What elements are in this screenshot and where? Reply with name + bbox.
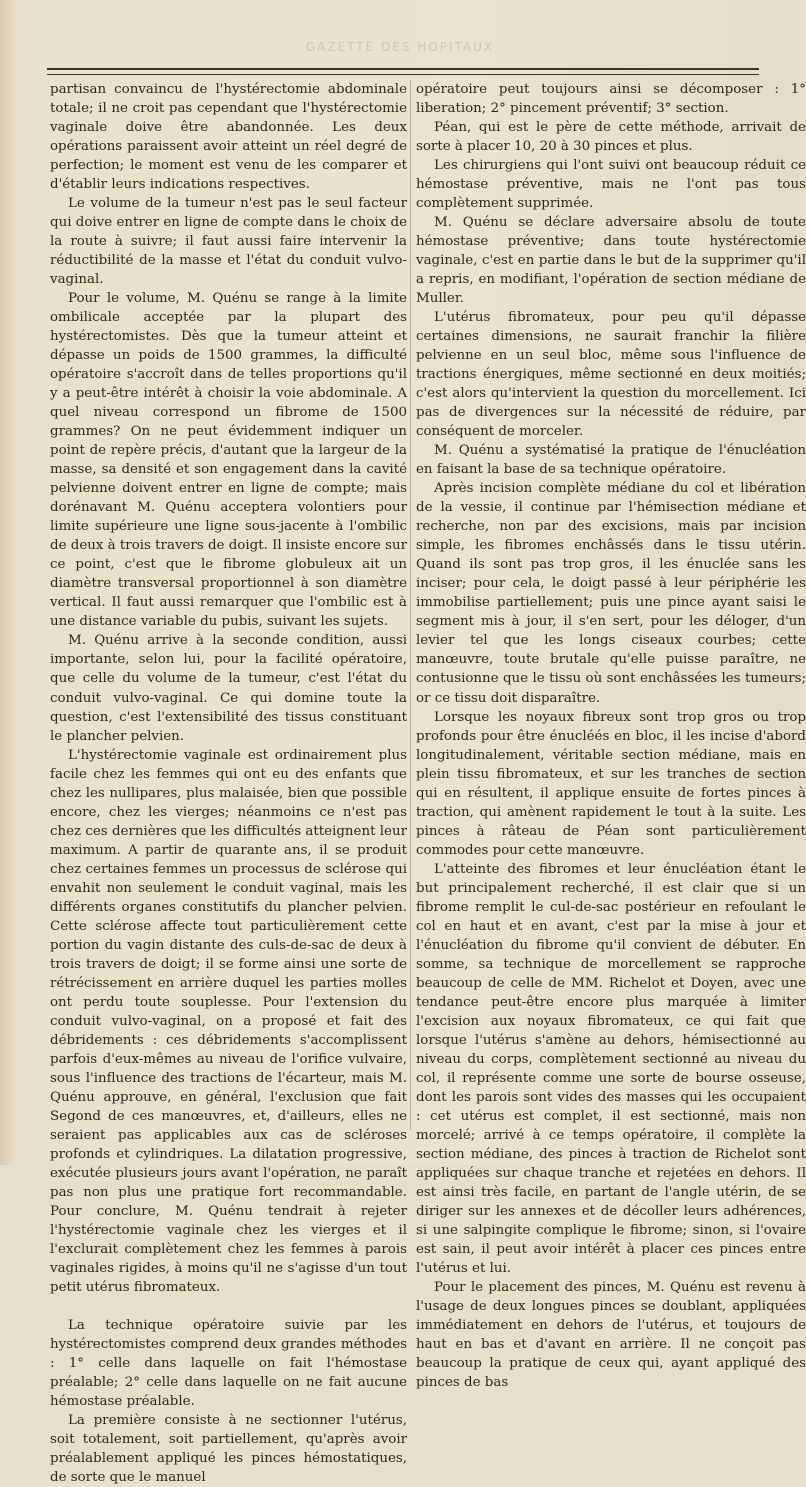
paragraph: M. Quénu se déclare adversaire absolu de toute hémostase préventive; dans toute hystérectomie vaginale, c'est en partie dans le but de la supprimer qu'il a repris, en modifiant, l'opération de section médiane de Muller. [416,215,806,307]
paragraph: Péan, qui est le père de cette méthode, arrivait de sorte à placer 10, 20 à 30 pinces et plus. [416,120,806,155]
running-header: GAZETTE DES HOPITAUX [305,40,495,54]
header-rule-thin [47,74,759,75]
paragraph: M. Quénu a systématisé la pratique de l'énucléation en faisant la base de sa technique opératoire. [416,443,806,478]
paragraph: L'utérus fibromateux, pour peu qu'il dépasse certaines dimensions, ne saurait franchir la filière pelvienne en un seul bloc, même sous l'influence de tractions énergiques, même sectionné en deux moitiés; c'est alors qu'intervient la question du morcellement. Ici pas de divergences sur la nécessité de réduire, par conséquent de morceler. [416,310,806,440]
header-rule-thick [47,68,759,70]
paragraph: M. Quénu arrive à la seconde condition, aussi importante, selon lui, pour la facilité opératoire, que celle du volume de la tumeur, c'est l'état du conduit vulvo-vaginal. Ce qui domine toute la question, c'est l'extensibilité des tissus constituant le plancher pelvien. [50,633,407,744]
paragraph: Le volume de la tumeur n'est pas le seul facteur qui doive entrer en ligne de compte dans le choix de la route à suivre; il faut aussi faire intervenir la réductibilité de la masse et l'état du conduit vulvo-vaginal. [50,196,407,288]
left-column [50,80,407,1487]
paragraph: partisan convaincu de l'hystérectomie abdominale totale; il ne croit pas cependant que l'hystérectomie vaginale doive être abandonnée. Les deux opérations paraissent avoir atteint un réel degré de perfection; le moment est venu de les comparer et d'établir leurs indications respectives. [50,82,407,193]
right-column [416,80,806,1391]
paragraph: La technique opératoire suivie par les hystérectomistes comprend deux grandes méthodes : 1° celle dans laquelle on fait l'hémostase préalable; 2° celle dans laquelle on ne fait aucune hémostase préalable. [50,1318,407,1410]
paragraph: Après incision complète médiane du col et libération de la vessie, il continue par l'hémisection médiane et recherche, non par des excisions, mais par incision simple, les fibromes enchâssés dans le tissu utérin. Quand ils sont pas trop gros, il les énuclée sans les inciser; pour cela, le doigt passé à leur périphérie les immobilise partiellement; puis une pince ayant saisi le segment mis à jour, il s'en sert, pour les déloger, d'un levier tel que les longs ciseaux courbes; cette manœuvre, toute brutale qu'elle puisse paraître, ne contusionne que le tissu où sont enchâssées les tumeurs; or ce tissu doit disparaître. [416,481,806,706]
column-divider [410,80,411,1130]
paragraph: Les chirurgiens qui l'ont suivi ont beaucoup réduit ce hémostase préventive, mais ne l'ont pas tous complètement supprimée. [416,158,806,212]
paragraph: Lorsque les noyaux fibreux sont trop gros ou trop profonds pour être énucléés en bloc, il les incise d'abord longitudinalement, véritable section médiane, mais en plein tissu fibromateux, et sur les tranches de section qui en résultent, il applique ensuite de fortes pinces à traction, qui amènent rapidement le tout à la suite. Les pinces à râteau de Péan sont particulièrement commodes pour cette manœuvre. [416,709,806,858]
paragraph: L'atteinte des fibromes et leur énucléation étant le but principalement recherché, il est clair que si un fibrome remplit le cul-de-sac postérieur en refoulant le col en haut et en avant, c'est par la mise à jour et l'énucléation du fibrome qu'il convient de débuter. En somme, sa technique de morcellement se rapproche beaucoup de celle de MM. Richelot et Doyen, avec une tendance peut-être encore plus marquée à limiter l'excision aux noyaux fibromateux, ce qui fait que lorsque l'utérus s'amène au dehors, hémisectionné au niveau du corps, complètement sectionné au niveau du col, il représente comme une sorte de bourse osseuse, dont les parois sont vides des masses qui les occupaient : cet utérus est complet, il est sectionné, mais non morcelé; arrivé à ce temps opératoire, il complète la section médiane, des pinces à traction de Richelot sont appliquées sur chaque tranche et rejetées en dehors. Il est ainsi très facile, en partant de l'angle utérin, de se diriger sur les annexes et de décoller leurs adhérences, si une salpingite complique le fibrome; sinon, si l'ovaire est sain, il peut avoir intérêt à placer ces pinces entre l'utérus et lui. [416,861,806,1276]
paragraph: L'hystérectomie vaginale est ordinairement plus facile chez les femmes qui ont eu des enfants que chez les nullipares, plus malaisée, bien que possible encore, chez les vierges; néanmoins ce n'est pas chez ces dernières que les difficultés atteignent leur maximum. A partir de quarante ans, il se produit chez certaines femmes un processus de sclérose qui envahit non seulement le conduit vaginal, mais les différents organes constitutifs du plancher pelvien. Cette sclérose affecte tout particulièrement cette portion du vagin distante des culs-de-sac de deux à trois travers de doigt; il se forme ainsi une sorte de rétrécissement en arrière duquel les parties molles ont perdu toute souplesse. Pour l'extension du conduit vulvo-vaginal, on a proposé et fait des débridements : ces débridements s'accomplissent parfois d'eux-mêmes au niveau de l'orifice vulvaire, sous l'influence des tractions de l'écarteur, mais M. Quénu approuve, en général, l'exclusion que fait Segond de ces manœuvres, et, d'ailleurs, elles ne seraient pas applicables aux cas de scléroses profonds et cylindriques. La dilatation progressive, exécutée plusieurs jours avant l'opération, ne paraît pas non plus une pratique fort recommandable. Pour conclure, M. Quénu tendrait à rejeter l'hystérectomie vaginale chez les vierges et il l'exclurait complètement chez les femmes à parois vaginales rigides, à moins qu'il ne s'agisse d'un tout petit utérus fibromateux. [50,747,407,1295]
paragraph: opératoire peut toujours ainsi se décomposer : 1° liberation; 2° pincement préventif; 3° section. [416,82,806,117]
paragraph: Pour le placement des pinces, M. Quénu est revenu à l'usage de deux longues pinces se doublant, appliquées immédiatement en dehors de l'utérus, et toujours de haut en bas et d'avant en arrière. Il ne conçoit pas beaucoup la pratique de ceux qui, ayant appliqué des pinces de bas [416,1279,806,1391]
paragraph: Pour le volume, M. Quénu se range à la limite ombilicale acceptée par la plupart des hystérectomistes. Dès que la tumeur atteint et dépasse un poids de 1500 grammes, la difficulté opératoire s'accroît dans de telles proportions qu'il y a peut-être intérêt à choisir la voie abdominale. A quel niveau correspond un fibrome de 1500 grammes? On ne peut évidemment indiquer un point de repère précis, d'autant que la largeur de la masse, sa densité et son engagement dans la cavité pelvienne doivent entrer en ligne de compte; mais dorénavant M. Quénu acceptera volontiers pour limite supérieure une ligne sous-jacente à l'ombilic de deux à trois travers de doigt. Il insiste encore sur ce point, c'est que le fibrome globuleux ait un diamètre transversal proportionnel à son diamètre vertical. Il faut aussi remarquer que l'ombilic est à une distance variable du pubis, suivant les sujets. [50,291,408,630]
paragraph: La première consiste à ne sectionner l'utérus, soit totalement, soit partiellement, qu'après avoir préalablement appliqué les pinces hémostatiques, de sorte que le manuel [50,1413,407,1486]
